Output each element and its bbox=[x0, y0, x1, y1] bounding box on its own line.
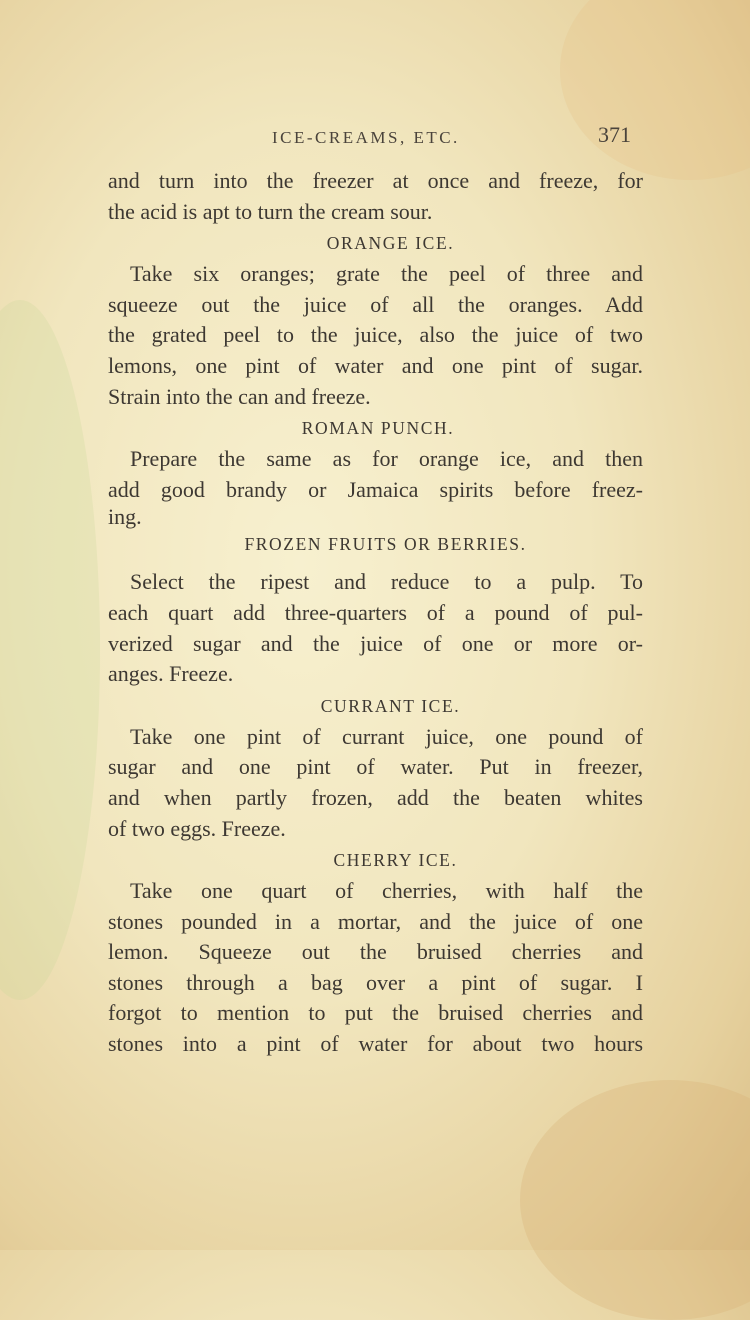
text-line: squeeze out the juice of all the oranges. Add bbox=[108, 291, 643, 317]
text-line: Take six oranges; grate the peel of three and bbox=[130, 261, 643, 287]
text-line: ing. bbox=[108, 504, 142, 530]
text-line: verized sugar and the juice of one or more or- bbox=[108, 630, 643, 656]
text-line: stones into a pint of water for about two hours bbox=[108, 1031, 643, 1057]
text-line: sugar and one pint of water. Put in freezer, bbox=[108, 754, 643, 780]
text-line: each quart add three-quarters of a pound of pul- bbox=[108, 599, 643, 625]
text-line: the acid is apt to turn the cream sour. bbox=[108, 198, 433, 224]
text-line: and when partly frozen, add the beaten whites bbox=[108, 784, 643, 810]
running-head: ICE-CREAMS, ETC. bbox=[272, 128, 460, 147]
text-line: forgot to mention to put the bruised cherries and bbox=[108, 1000, 643, 1026]
text-line: Prepare the same as for orange ice, and then bbox=[130, 446, 643, 472]
text-line: Select the ripest and reduce to a pulp. To bbox=[130, 569, 643, 595]
text-line: Strain into the can and freeze. bbox=[108, 383, 371, 409]
page-header bbox=[0, 122, 750, 152]
text-line: stones through a bag over a pint of sugar. I bbox=[108, 969, 643, 995]
text-line: and turn into the freezer at once and freeze, for bbox=[108, 168, 643, 193]
text-line: lemon. Squeeze out the bruised cherries and bbox=[108, 939, 643, 965]
paper-stain bbox=[0, 300, 100, 1000]
paper-stain bbox=[520, 1080, 750, 1320]
text-line: Take one pint of currant juice, one pound of bbox=[130, 723, 643, 749]
text-line: add good brandy or Jamaica spirits before freez- bbox=[108, 476, 643, 502]
text-line: of two eggs. Freeze. bbox=[108, 815, 286, 841]
page-body bbox=[108, 166, 643, 1060]
text-line: anges. Freeze. bbox=[108, 661, 234, 687]
paper-stain bbox=[560, 0, 750, 180]
text-line: Take one quart of cherries, with half the bbox=[130, 878, 643, 904]
text-line: stones pounded in a mortar, and the juice of one bbox=[108, 908, 643, 934]
text-line: the grated peel to the juice, also the juice of two bbox=[108, 322, 643, 348]
section-heading-currant-ice: CURRANT ICE. bbox=[320, 695, 461, 716]
page-number: 371 bbox=[598, 122, 631, 147]
section-heading-cherry-ice: CHERRY ICE. bbox=[333, 850, 458, 871]
text-line: lemons, one pint of water and one pint of sugar. bbox=[108, 352, 643, 378]
section-heading-frozen-fruits: FROZEN FRUITS OR BERRIES. bbox=[244, 534, 527, 555]
section-heading-roman-punch: ROMAN PUNCH. bbox=[301, 418, 455, 439]
section-heading-orange-ice: ORANGE ICE. bbox=[326, 233, 455, 254]
